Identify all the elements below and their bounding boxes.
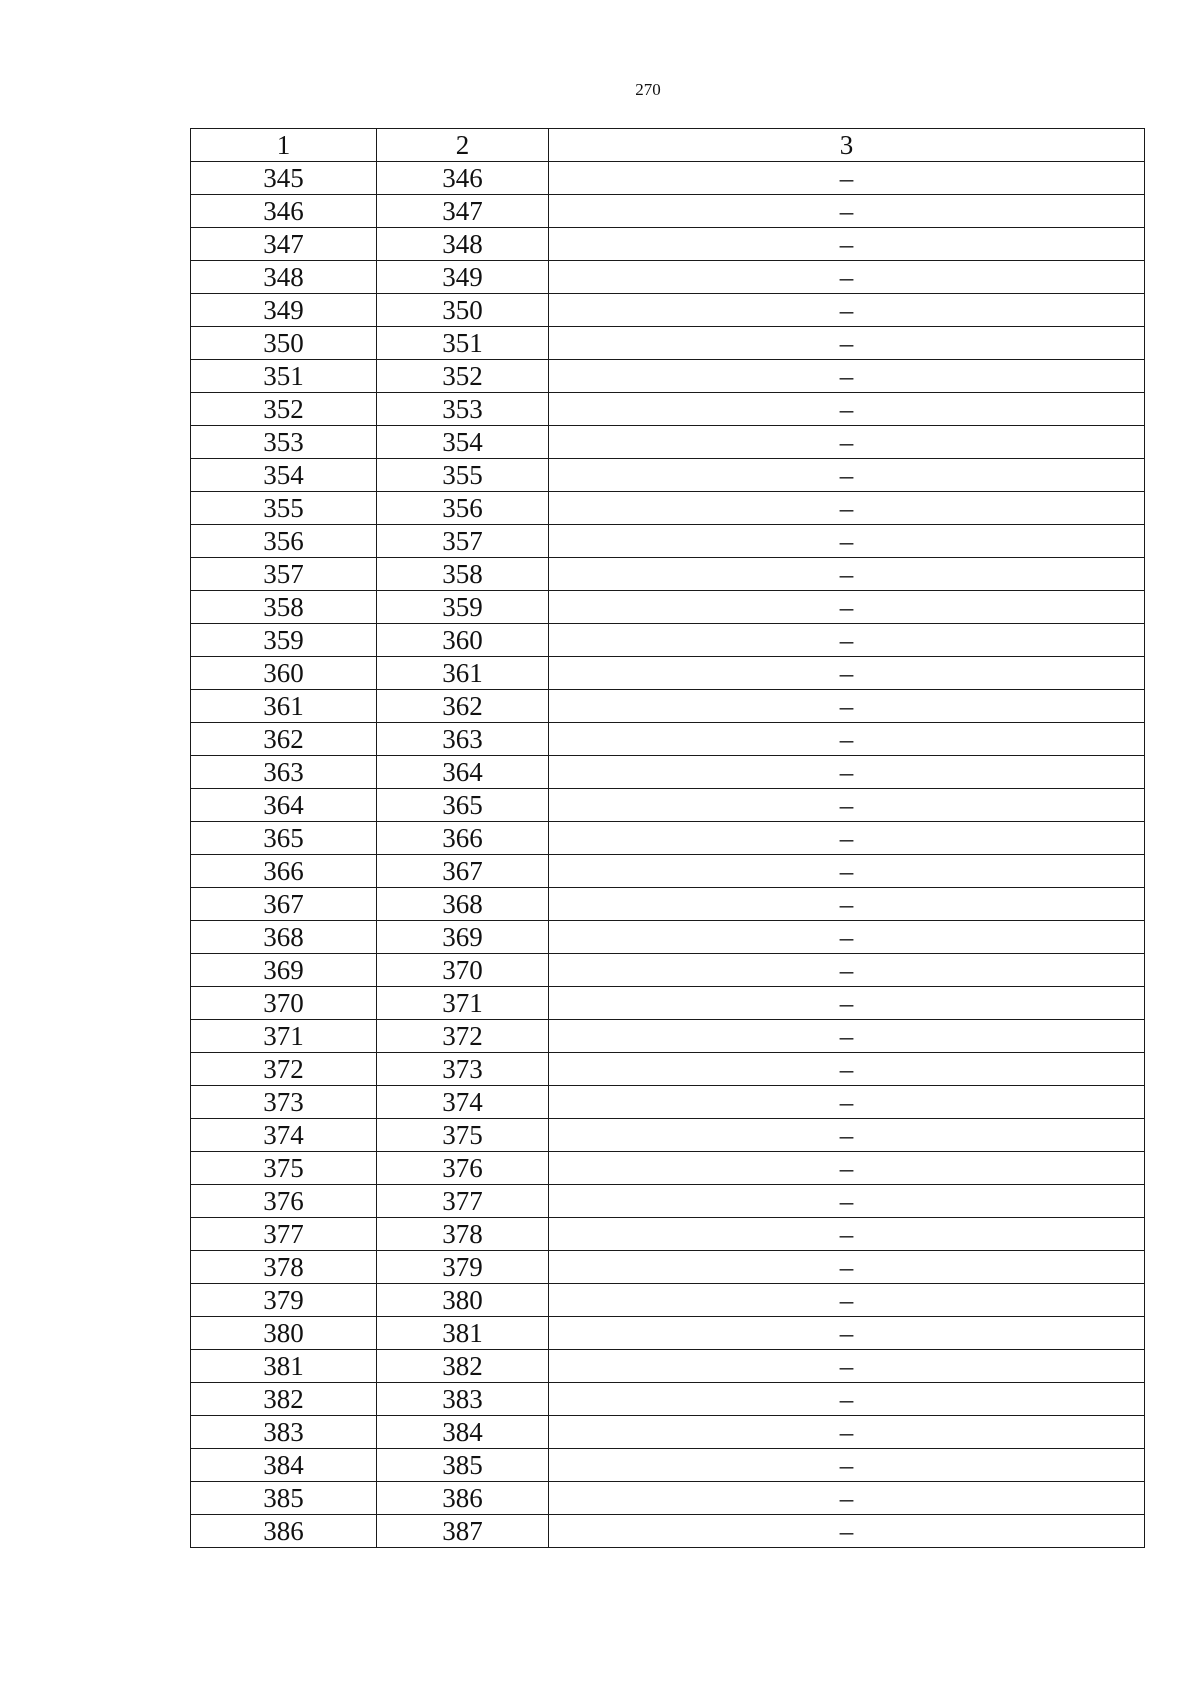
table-cell-col-3: – <box>549 987 1145 1020</box>
table-cell-col-1: 359 <box>191 624 377 657</box>
table-cell-col-2: 354 <box>377 426 549 459</box>
table-cell-col-2: 346 <box>377 162 549 195</box>
table-row <box>191 1218 1145 1251</box>
table-cell-col-1: 372 <box>191 1053 377 1086</box>
table-cell-col-1: 382 <box>191 1383 377 1416</box>
table-cell-col-3: – <box>549 1284 1145 1317</box>
table-row <box>191 1086 1145 1119</box>
table-cell-col-3: – <box>549 1053 1145 1086</box>
table-cell-col-3: – <box>549 591 1145 624</box>
table-cell-col-3: – <box>549 426 1145 459</box>
table-row <box>191 1020 1145 1053</box>
table-row <box>191 195 1145 228</box>
table-cell-col-1: 348 <box>191 261 377 294</box>
table-cell-col-1: 365 <box>191 822 377 855</box>
table-cell-col-2: 370 <box>377 954 549 987</box>
table-cell-col-2: 378 <box>377 1218 549 1251</box>
table-cell-col-2: 364 <box>377 756 549 789</box>
table-cell-col-1: 352 <box>191 393 377 426</box>
table-cell-col-1: 345 <box>191 162 377 195</box>
table-cell-col-3: – <box>549 624 1145 657</box>
table-row <box>191 1185 1145 1218</box>
table-cell-col-3: – <box>549 954 1145 987</box>
table-cell-col-2: 373 <box>377 1053 549 1086</box>
table-row <box>191 327 1145 360</box>
table-cell-col-2: 351 <box>377 327 549 360</box>
table-row <box>191 624 1145 657</box>
table-row <box>191 294 1145 327</box>
table-cell-col-2: 377 <box>377 1185 549 1218</box>
table-cell-col-2: 375 <box>377 1119 549 1152</box>
table-cell-col-3: – <box>549 1383 1145 1416</box>
table-row <box>191 492 1145 525</box>
table-row <box>191 1515 1145 1548</box>
table-cell-col-3: – <box>549 789 1145 822</box>
table-cell-col-3: – <box>549 1416 1145 1449</box>
table-cell-col-1: 358 <box>191 591 377 624</box>
table-cell-col-1: 353 <box>191 426 377 459</box>
table-cell-col-2: 374 <box>377 1086 549 1119</box>
table-cell-col-1: 354 <box>191 459 377 492</box>
table-cell-col-2: 356 <box>377 492 549 525</box>
table-row <box>191 1350 1145 1383</box>
table-body <box>191 162 1145 1548</box>
table-cell-col-1: 355 <box>191 492 377 525</box>
table-cell-col-3: – <box>549 921 1145 954</box>
table-row <box>191 1449 1145 1482</box>
table-cell-col-3: – <box>549 822 1145 855</box>
table-cell-col-1: 378 <box>191 1251 377 1284</box>
table-cell-col-1: 381 <box>191 1350 377 1383</box>
table-cell-col-1: 362 <box>191 723 377 756</box>
table-cell-col-3: – <box>549 1482 1145 1515</box>
table-cell-col-1: 373 <box>191 1086 377 1119</box>
table-row <box>191 228 1145 261</box>
table-cell-col-1: 364 <box>191 789 377 822</box>
table-cell-col-3: – <box>549 690 1145 723</box>
table-cell-col-2: 385 <box>377 1449 549 1482</box>
table-cell-col-2: 348 <box>377 228 549 261</box>
table-cell-col-2: 349 <box>377 261 549 294</box>
table-cell-col-2: 350 <box>377 294 549 327</box>
table-cell-col-1: 356 <box>191 525 377 558</box>
table-row <box>191 426 1145 459</box>
table-cell-col-2: 366 <box>377 822 549 855</box>
table-cell-col-2: 383 <box>377 1383 549 1416</box>
table-cell-col-3: – <box>549 1185 1145 1218</box>
table-cell-col-3: – <box>549 1152 1145 1185</box>
table-cell-col-3: – <box>549 1317 1145 1350</box>
table-cell-col-3: – <box>549 1515 1145 1548</box>
table-cell-col-2: 352 <box>377 360 549 393</box>
table-cell-col-1: 349 <box>191 294 377 327</box>
table-cell-col-2: 353 <box>377 393 549 426</box>
table-row <box>191 1317 1145 1350</box>
table-cell-col-3: – <box>549 228 1145 261</box>
table-cell-col-3: – <box>549 195 1145 228</box>
table-cell-col-2: 382 <box>377 1350 549 1383</box>
table-row <box>191 162 1145 195</box>
table-row <box>191 459 1145 492</box>
table-cell-col-1: 351 <box>191 360 377 393</box>
table-cell-col-3: – <box>549 1251 1145 1284</box>
table-row <box>191 789 1145 822</box>
table-cell-col-2: 379 <box>377 1251 549 1284</box>
table-row <box>191 1284 1145 1317</box>
table-cell-col-2: 387 <box>377 1515 549 1548</box>
table-cell-col-2: 360 <box>377 624 549 657</box>
table-row <box>191 261 1145 294</box>
table-cell-col-2: 363 <box>377 723 549 756</box>
table-cell-col-1: 350 <box>191 327 377 360</box>
table-cell-col-1: 369 <box>191 954 377 987</box>
column-header-3: 3 <box>549 129 1145 162</box>
table-cell-col-1: 374 <box>191 1119 377 1152</box>
table-cell-col-3: – <box>549 327 1145 360</box>
table-cell-col-2: 380 <box>377 1284 549 1317</box>
table-row <box>191 591 1145 624</box>
table-cell-col-3: – <box>549 657 1145 690</box>
table-cell-col-2: 365 <box>377 789 549 822</box>
table-cell-col-1: 363 <box>191 756 377 789</box>
table-row <box>191 1482 1145 1515</box>
table-row <box>191 756 1145 789</box>
table-cell-col-1: 370 <box>191 987 377 1020</box>
page-number: 270 <box>635 80 661 99</box>
table-cell-col-1: 347 <box>191 228 377 261</box>
table-row <box>191 954 1145 987</box>
table-cell-col-3: – <box>549 1218 1145 1251</box>
table-header <box>191 129 1145 162</box>
column-header-1: 1 <box>191 129 377 162</box>
table-cell-col-3: – <box>549 1086 1145 1119</box>
table-row <box>191 888 1145 921</box>
table-cell-col-2: 358 <box>377 558 549 591</box>
table-row <box>191 822 1145 855</box>
table-row <box>191 723 1145 756</box>
table-cell-col-1: 384 <box>191 1449 377 1482</box>
table-cell-col-3: – <box>549 1020 1145 1053</box>
table-cell-col-1: 379 <box>191 1284 377 1317</box>
table-cell-col-3: – <box>549 162 1145 195</box>
table-cell-col-1: 346 <box>191 195 377 228</box>
table-cell-col-2: 355 <box>377 459 549 492</box>
table-cell-col-3: – <box>549 855 1145 888</box>
data-table <box>190 128 1145 1548</box>
table-cell-col-3: – <box>549 1449 1145 1482</box>
table-row <box>191 855 1145 888</box>
table-cell-col-1: 368 <box>191 921 377 954</box>
table-cell-col-3: – <box>549 723 1145 756</box>
table-cell-col-2: 361 <box>377 657 549 690</box>
table-cell-col-3: – <box>549 888 1145 921</box>
table-cell-col-3: – <box>549 1350 1145 1383</box>
table-cell-col-1: 383 <box>191 1416 377 1449</box>
table-cell-col-2: 376 <box>377 1152 549 1185</box>
table-cell-col-1: 360 <box>191 657 377 690</box>
table-row <box>191 690 1145 723</box>
table-cell-col-1: 371 <box>191 1020 377 1053</box>
table-cell-col-2: 384 <box>377 1416 549 1449</box>
table-row <box>191 1119 1145 1152</box>
table-cell-col-1: 385 <box>191 1482 377 1515</box>
table-cell-col-1: 366 <box>191 855 377 888</box>
table-cell-col-1: 367 <box>191 888 377 921</box>
table-cell-col-1: 375 <box>191 1152 377 1185</box>
table-cell-col-2: 359 <box>377 591 549 624</box>
table-cell-col-1: 357 <box>191 558 377 591</box>
table-cell-col-2: 362 <box>377 690 549 723</box>
table-row <box>191 1251 1145 1284</box>
table-cell-col-2: 357 <box>377 525 549 558</box>
table-row <box>191 921 1145 954</box>
table-cell-col-2: 347 <box>377 195 549 228</box>
table-row <box>191 1152 1145 1185</box>
table-cell-col-3: – <box>549 1119 1145 1152</box>
table-cell-col-3: – <box>549 261 1145 294</box>
table-cell-col-2: 369 <box>377 921 549 954</box>
table-row <box>191 1053 1145 1086</box>
table-cell-col-1: 376 <box>191 1185 377 1218</box>
table-cell-col-1: 386 <box>191 1515 377 1548</box>
table-cell-col-3: – <box>549 459 1145 492</box>
table-container <box>190 128 1144 1548</box>
header-row <box>191 129 1145 162</box>
column-header-2: 2 <box>377 129 549 162</box>
table-cell-col-3: – <box>549 393 1145 426</box>
table-row <box>191 987 1145 1020</box>
table-cell-col-2: 386 <box>377 1482 549 1515</box>
table-cell-col-2: 368 <box>377 888 549 921</box>
table-cell-col-3: – <box>549 558 1145 591</box>
table-cell-col-2: 381 <box>377 1317 549 1350</box>
table-row <box>191 657 1145 690</box>
table-cell-col-3: – <box>549 294 1145 327</box>
table-cell-col-2: 371 <box>377 987 549 1020</box>
table-cell-col-2: 367 <box>377 855 549 888</box>
table-cell-col-3: – <box>549 492 1145 525</box>
table-row <box>191 558 1145 591</box>
table-row <box>191 525 1145 558</box>
table-row <box>191 360 1145 393</box>
table-cell-col-3: – <box>549 756 1145 789</box>
table-cell-col-1: 380 <box>191 1317 377 1350</box>
table-cell-col-3: – <box>549 525 1145 558</box>
table-row <box>191 1416 1145 1449</box>
table-cell-col-1: 377 <box>191 1218 377 1251</box>
table-row <box>191 1383 1145 1416</box>
table-cell-col-3: – <box>549 360 1145 393</box>
table-cell-col-2: 372 <box>377 1020 549 1053</box>
table-row <box>191 393 1145 426</box>
table-cell-col-1: 361 <box>191 690 377 723</box>
